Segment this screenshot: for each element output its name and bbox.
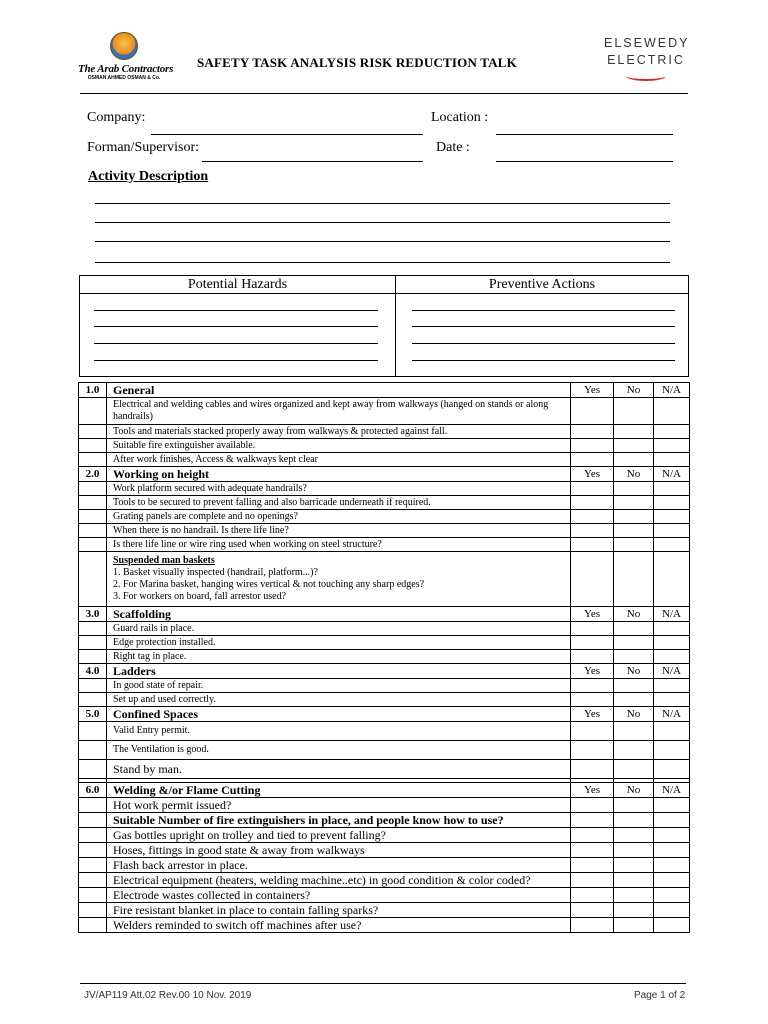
item-text: Gas bottles upright on trolley and tied to prevent falling? <box>107 828 571 843</box>
yes-cell[interactable] <box>571 650 614 664</box>
basket-item: 2. For Marina basket, hanging wires vertical & not touching any sharp edges? <box>113 579 425 590</box>
arab-contractors-logo <box>78 32 174 90</box>
yes-cell[interactable] <box>571 398 614 425</box>
section-number: 1.0 <box>79 383 107 398</box>
na-cell[interactable] <box>654 552 690 607</box>
yes-cell[interactable] <box>571 538 614 552</box>
na-cell[interactable] <box>654 693 690 707</box>
no-header: No <box>614 664 654 679</box>
item-text: Suitable Number of fire extinguishers in place, and people know how to use? <box>107 813 571 828</box>
table-row <box>79 741 690 760</box>
yes-header: Yes <box>571 783 614 798</box>
no-header: No <box>614 383 654 398</box>
no-cell[interactable] <box>614 636 654 650</box>
footer-doc-ref: JV/AP119 Att.02 Rev.00 10 Nov. 2019 <box>84 990 252 1001</box>
na-cell[interactable] <box>654 722 690 741</box>
section-title: Ladders <box>107 664 571 679</box>
hazards-table <box>79 275 689 377</box>
preventive-actions-header: Preventive Actions <box>488 277 596 292</box>
logo-right-line2: ELECTRIC <box>607 53 685 67</box>
no-cell[interactable] <box>614 903 654 918</box>
yes-header: Yes <box>571 664 614 679</box>
item-text: The Ventilation is good. <box>107 741 571 760</box>
yes-cell[interactable] <box>571 482 614 496</box>
item-text: Suitable fire extinguisher available. <box>107 439 571 453</box>
hazard-line-2[interactable] <box>94 326 378 327</box>
safety-checklist-table <box>78 382 690 933</box>
item-text: Welders reminded to switch off machines after use? <box>107 918 571 933</box>
no-cell[interactable] <box>614 813 654 828</box>
na-cell[interactable] <box>654 741 690 760</box>
section-title: Welding &/or Flame Cutting <box>107 783 571 798</box>
no-header: No <box>614 707 654 722</box>
item-text: Is there life line or wire ring used when working on steel structure? <box>107 538 571 552</box>
table-row <box>79 482 690 496</box>
no-header: No <box>614 467 654 482</box>
no-cell[interactable] <box>614 798 654 813</box>
section-number: 3.0 <box>79 607 107 622</box>
na-cell[interactable] <box>654 524 690 538</box>
table-row <box>79 496 690 510</box>
yes-cell[interactable] <box>571 888 614 903</box>
na-cell[interactable] <box>654 798 690 813</box>
na-cell[interactable] <box>654 636 690 650</box>
company-field[interactable] <box>151 134 423 135</box>
yes-cell[interactable] <box>571 813 614 828</box>
no-cell[interactable] <box>614 679 654 693</box>
na-cell[interactable] <box>654 888 690 903</box>
yes-cell[interactable] <box>571 843 614 858</box>
no-cell[interactable] <box>614 858 654 873</box>
logo-left-sub: OSMAN AHMED OSMAN & Co. <box>87 75 161 81</box>
na-header: N/A <box>654 783 690 798</box>
hazard-line-3[interactable] <box>94 343 378 344</box>
section-number: 6.0 <box>79 783 107 798</box>
table-row <box>79 722 690 741</box>
no-cell[interactable] <box>614 425 654 439</box>
suspended-baskets-title: Suspended man baskets <box>113 555 215 566</box>
yes-header: Yes <box>571 383 614 398</box>
basket-item: 3. For workers on board, fall arrestor used? <box>113 591 287 602</box>
na-cell[interactable] <box>654 482 690 496</box>
no-cell[interactable] <box>614 453 654 467</box>
na-cell[interactable] <box>654 425 690 439</box>
table-row <box>79 453 690 467</box>
item-text: Valid Entry permit. <box>107 722 571 741</box>
activity-line-2[interactable] <box>95 222 670 223</box>
section-number: 2.0 <box>79 467 107 482</box>
no-cell[interactable] <box>614 828 654 843</box>
column-divider <box>395 276 396 376</box>
item-text: In good state of repair. <box>107 679 571 693</box>
yes-cell[interactable] <box>571 622 614 636</box>
hazard-line-4[interactable] <box>94 360 378 361</box>
table-row-suspended-baskets <box>79 552 690 607</box>
yes-header: Yes <box>571 707 614 722</box>
yes-cell[interactable] <box>571 858 614 873</box>
section-number: 4.0 <box>79 664 107 679</box>
yes-cell[interactable] <box>571 760 614 779</box>
yes-cell[interactable] <box>571 828 614 843</box>
activity-description-title: Activity Description <box>88 169 209 184</box>
forman-label: Forman/Supervisor: <box>87 140 199 155</box>
yes-cell[interactable] <box>571 524 614 538</box>
item-text: Electrical and welding cables and wires organized and kept away from walkways (hanged on stands or along handrails) <box>107 398 571 425</box>
na-cell[interactable] <box>654 650 690 664</box>
section-number: 5.0 <box>79 707 107 722</box>
yes-cell[interactable] <box>571 722 614 741</box>
yes-cell[interactable] <box>571 741 614 760</box>
item-text: Tools and materials stacked properly away from walkways & protected against fall. <box>107 425 571 439</box>
item-text: When there is no handrail. Is there life line? <box>107 524 571 538</box>
no-cell[interactable] <box>614 722 654 741</box>
na-cell[interactable] <box>654 813 690 828</box>
item-text: Grating panels are complete and no openings? <box>107 510 571 524</box>
yes-cell[interactable] <box>571 918 614 933</box>
forman-field[interactable] <box>202 161 423 162</box>
section-title: Confined Spaces <box>107 707 571 722</box>
no-cell[interactable] <box>614 888 654 903</box>
no-cell[interactable] <box>614 398 654 425</box>
item-text: Hot work permit issued? <box>107 798 571 813</box>
item-text: After work finishes, Access & walkways kept clear <box>107 453 571 467</box>
item-text: Work platform secured with adequate handrails? <box>107 482 571 496</box>
action-line-1[interactable] <box>412 310 675 311</box>
yes-cell[interactable] <box>571 693 614 707</box>
action-line-3[interactable] <box>412 343 675 344</box>
na-header: N/A <box>654 383 690 398</box>
table-row <box>79 439 690 453</box>
yes-cell[interactable] <box>571 439 614 453</box>
table-row <box>79 918 690 933</box>
table-row <box>79 650 690 664</box>
hazard-line-1[interactable] <box>94 310 378 311</box>
no-cell[interactable] <box>614 650 654 664</box>
table-row <box>79 903 690 918</box>
yes-cell[interactable] <box>571 636 614 650</box>
header-rule <box>80 93 688 94</box>
na-cell[interactable] <box>654 679 690 693</box>
table-row <box>79 760 690 779</box>
na-header: N/A <box>654 707 690 722</box>
no-cell[interactable] <box>614 439 654 453</box>
section-header-scaffolding <box>79 607 690 622</box>
action-line-2[interactable] <box>412 326 675 327</box>
na-cell[interactable] <box>654 538 690 552</box>
yes-cell[interactable] <box>571 552 614 607</box>
swoosh-icon <box>626 71 666 81</box>
date-field[interactable] <box>496 161 673 162</box>
logo-right-line1: ELSEWEDY <box>604 36 690 50</box>
company-label: Company: <box>87 110 146 125</box>
na-cell[interactable] <box>654 510 690 524</box>
elsewedy-logo <box>604 35 688 81</box>
table-row <box>79 636 690 650</box>
no-header: No <box>614 783 654 798</box>
table-row <box>79 858 690 873</box>
section-header-ladders <box>79 664 690 679</box>
item-text: Electrical equipment (heaters, welding machine..etc) in good condition & color coded? <box>107 873 571 888</box>
activity-line-1[interactable] <box>95 203 670 204</box>
item-text: Tools to be secured to prevent falling and also barricade underneath if required. <box>107 496 571 510</box>
na-cell[interactable] <box>654 843 690 858</box>
section-header-working-on-height <box>79 467 690 482</box>
yes-cell[interactable] <box>571 453 614 467</box>
yes-cell[interactable] <box>571 510 614 524</box>
table-row <box>79 425 690 439</box>
item-text: Fire resistant blanket in place to contain falling sparks? <box>107 903 571 918</box>
item-text: Flash back arrestor in place. <box>107 858 571 873</box>
section-title: General <box>107 383 571 398</box>
table-row <box>79 843 690 858</box>
table-row <box>79 888 690 903</box>
no-cell[interactable] <box>614 873 654 888</box>
item-text: Guard rails in place. <box>107 622 571 636</box>
yes-cell[interactable] <box>571 425 614 439</box>
na-cell[interactable] <box>654 760 690 779</box>
item-text: Right tag in place. <box>107 650 571 664</box>
activity-line-4[interactable] <box>95 262 670 263</box>
yes-header: Yes <box>571 467 614 482</box>
table-row <box>79 524 690 538</box>
table-row <box>79 813 690 828</box>
yes-cell[interactable] <box>571 496 614 510</box>
na-cell[interactable] <box>654 858 690 873</box>
na-cell[interactable] <box>654 496 690 510</box>
table-row <box>79 398 690 425</box>
item-text: Electrode wastes collected in containers? <box>107 888 571 903</box>
item-text: Stand by man. <box>107 760 571 779</box>
potential-hazards-header: Potential Hazards <box>187 277 288 292</box>
sun-emblem-icon <box>110 32 138 60</box>
na-header: N/A <box>654 607 690 622</box>
document-title: SAFETY TASK ANALYSIS RISK REDUCTION TALK <box>197 55 517 70</box>
na-cell[interactable] <box>654 873 690 888</box>
table-row <box>79 538 690 552</box>
section-header-confined-spaces <box>79 707 690 722</box>
na-cell[interactable] <box>654 918 690 933</box>
no-cell[interactable] <box>614 482 654 496</box>
action-line-4[interactable] <box>412 360 675 361</box>
suspended-baskets-cell <box>107 552 571 607</box>
section-header-welding <box>79 783 690 798</box>
section-title: Working on height <box>107 467 571 482</box>
item-text: Hoses, fittings in good state & away from walkways <box>107 843 571 858</box>
footer-page-number: Page 1 of 2 <box>634 990 686 1001</box>
table-row <box>79 693 690 707</box>
no-cell[interactable] <box>614 538 654 552</box>
activity-line-3[interactable] <box>95 241 670 242</box>
footer-rule <box>80 983 686 984</box>
table-row <box>79 828 690 843</box>
no-cell[interactable] <box>614 843 654 858</box>
na-header: N/A <box>654 467 690 482</box>
na-cell[interactable] <box>654 903 690 918</box>
logo-left-brand: The Arab Contractors <box>78 63 174 75</box>
date-label: Date : <box>436 140 470 155</box>
basket-item: 1. Basket visually inspected (handrail, platform...)? <box>113 567 318 578</box>
na-cell[interactable] <box>654 622 690 636</box>
no-header: No <box>614 607 654 622</box>
na-cell[interactable] <box>654 453 690 467</box>
header-divider <box>80 293 688 294</box>
no-cell[interactable] <box>614 552 654 607</box>
na-header: N/A <box>654 664 690 679</box>
table-row <box>79 679 690 693</box>
no-cell[interactable] <box>614 760 654 779</box>
no-cell[interactable] <box>614 524 654 538</box>
table-row <box>79 510 690 524</box>
section-header-general <box>79 383 690 398</box>
no-cell[interactable] <box>614 510 654 524</box>
location-label: Location : <box>431 110 489 125</box>
item-text: Edge protection installed. <box>107 636 571 650</box>
no-cell[interactable] <box>614 918 654 933</box>
no-cell[interactable] <box>614 741 654 760</box>
section-title: Scaffolding <box>107 607 571 622</box>
item-text: Set up and used correctly. <box>107 693 571 707</box>
yes-header: Yes <box>571 607 614 622</box>
yes-cell[interactable] <box>571 798 614 813</box>
na-cell[interactable] <box>654 439 690 453</box>
no-cell[interactable] <box>614 693 654 707</box>
table-row <box>79 798 690 813</box>
yes-cell[interactable] <box>571 873 614 888</box>
table-row <box>79 622 690 636</box>
na-cell[interactable] <box>654 828 690 843</box>
yes-cell[interactable] <box>571 903 614 918</box>
yes-cell[interactable] <box>571 679 614 693</box>
no-cell[interactable] <box>614 496 654 510</box>
table-row <box>79 873 690 888</box>
na-cell[interactable] <box>654 398 690 425</box>
location-field[interactable] <box>496 134 673 135</box>
no-cell[interactable] <box>614 622 654 636</box>
